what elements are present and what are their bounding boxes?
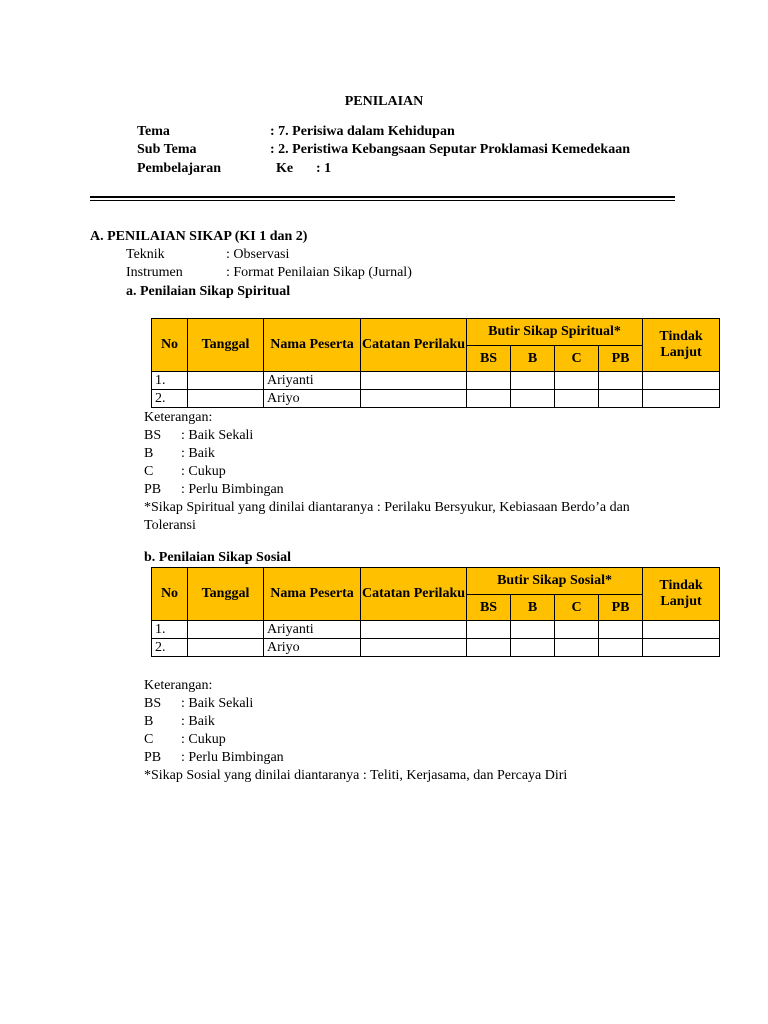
col-b-header: B <box>511 595 555 621</box>
row-nama: Ariyanti <box>264 372 361 390</box>
col-bs-header: BS <box>467 346 511 372</box>
row-tanggal <box>188 621 264 639</box>
col-butir-header: Butir Sikap Sosial* <box>467 568 643 595</box>
row-pb <box>599 390 643 408</box>
row-tindak <box>643 390 720 408</box>
subtema-label: Sub Tema <box>137 142 197 157</box>
row-b <box>511 372 555 390</box>
col-b-header: B <box>511 346 555 372</box>
col-bs-header: BS <box>467 595 511 621</box>
spiritual-keterangan-title: Keterangan: <box>144 410 213 425</box>
row-tindak <box>643 639 720 657</box>
teknik-label: Teknik <box>126 247 165 262</box>
row-catatan <box>361 639 467 657</box>
spiritual-note-cont: Toleransi <box>144 518 196 533</box>
col-catatan-header: Catatan Perilaku <box>361 568 467 621</box>
sosial-keterangan-title: Keterangan: <box>144 678 213 693</box>
col-nama-header: Nama Peserta <box>264 319 361 372</box>
table-row <box>152 390 720 408</box>
row-bs <box>467 390 511 408</box>
col-pb-header: PB <box>599 595 643 621</box>
row-no: 2. <box>152 390 188 408</box>
col-tindak-header: Tindak Lanjut <box>643 568 720 621</box>
row-bs <box>467 639 511 657</box>
row-tindak <box>643 621 720 639</box>
col-butir-header: Butir Sikap Spiritual* <box>467 319 643 346</box>
row-c <box>555 639 599 657</box>
legend-code: B <box>144 714 154 729</box>
col-c-header: C <box>555 595 599 621</box>
row-no: 2. <box>152 639 188 657</box>
col-tanggal-header: Tanggal <box>188 319 264 372</box>
col-no-header: No <box>152 319 188 372</box>
legend-desc: : Perlu Bimbingan <box>181 750 284 765</box>
row-b <box>511 621 555 639</box>
row-tanggal <box>188 390 264 408</box>
legend-code: BS <box>144 696 162 711</box>
row-nama: Ariyanti <box>264 621 361 639</box>
sosial-table <box>151 567 720 657</box>
row-catatan <box>361 372 467 390</box>
row-catatan <box>361 390 467 408</box>
spiritual-table <box>151 318 720 408</box>
col-tindak-header: Tindak Lanjut <box>643 319 720 372</box>
legend-desc: : Baik Sekali <box>181 428 254 443</box>
spiritual-heading: a. Penilaian Sikap Spiritual <box>126 284 291 299</box>
legend-code: B <box>144 446 154 461</box>
row-c <box>555 372 599 390</box>
subtema-value: : 2. Peristiwa Kebangsaan Seputar Proklamasi Kemedekaan <box>270 142 630 157</box>
tema-label: Tema <box>137 124 170 139</box>
legend-code: PB <box>144 482 162 497</box>
table-row <box>152 639 720 657</box>
legend-code: C <box>144 732 154 747</box>
row-tanggal <box>188 372 264 390</box>
row-nama: Ariyo <box>264 390 361 408</box>
legend-desc: : Baik <box>181 714 215 729</box>
section-a-heading: A. PENILAIAN SIKAP (KI 1 dan 2) <box>90 229 308 244</box>
col-c-header: C <box>555 346 599 372</box>
spiritual-note: *Sikap Spiritual yang dinilai diantaranya : Perilaku Bersyukur, Kebiasaan Berdo’a dan <box>144 500 630 515</box>
legend-code: BS <box>144 428 162 443</box>
tema-value: : 7. Perisiwa dalam Kehidupan <box>270 124 455 139</box>
row-bs <box>467 372 511 390</box>
row-pb <box>599 372 643 390</box>
row-no: 1. <box>152 621 188 639</box>
row-c <box>555 621 599 639</box>
table-row <box>152 372 720 390</box>
legend-desc: : Cukup <box>181 732 226 747</box>
table-row <box>152 621 720 639</box>
pembelajaran-value: : 1 <box>316 161 332 176</box>
row-pb <box>599 621 643 639</box>
row-c <box>555 390 599 408</box>
row-b <box>511 639 555 657</box>
legend-code: C <box>144 464 154 479</box>
header-rule-thin <box>90 200 675 201</box>
sosial-note: *Sikap Sosial yang dinilai diantaranya : Teliti, Kerjasama, dan Percaya Diri <box>144 768 568 783</box>
legend-desc: : Cukup <box>181 464 226 479</box>
row-b <box>511 390 555 408</box>
row-bs <box>467 621 511 639</box>
col-catatan-header: Catatan Perilaku <box>361 319 467 372</box>
sosial-heading: b. Penilaian Sikap Sosial <box>144 550 292 565</box>
row-tindak <box>643 372 720 390</box>
row-catatan <box>361 621 467 639</box>
row-no: 1. <box>152 372 188 390</box>
legend-code: PB <box>144 750 162 765</box>
instrumen-value: : Format Penilaian Sikap (Jurnal) <box>226 265 412 280</box>
row-pb <box>599 639 643 657</box>
col-tanggal-header: Tanggal <box>188 568 264 621</box>
col-pb-header: PB <box>599 346 643 372</box>
row-nama: Ariyo <box>264 639 361 657</box>
row-tanggal <box>188 639 264 657</box>
legend-desc: : Baik Sekali <box>181 696 254 711</box>
instrumen-label: Instrumen <box>126 265 183 280</box>
teknik-value: : Observasi <box>226 247 290 262</box>
page-title: PENILAIAN <box>344 94 424 109</box>
col-no-header: No <box>152 568 188 621</box>
pembelajaran-ke: Ke <box>276 161 294 176</box>
legend-desc: : Baik <box>181 446 215 461</box>
pembelajaran-label: Pembelajaran <box>137 161 221 176</box>
col-nama-header: Nama Peserta <box>264 568 361 621</box>
header-rule-thick <box>90 196 675 198</box>
legend-desc: : Perlu Bimbingan <box>181 482 284 497</box>
